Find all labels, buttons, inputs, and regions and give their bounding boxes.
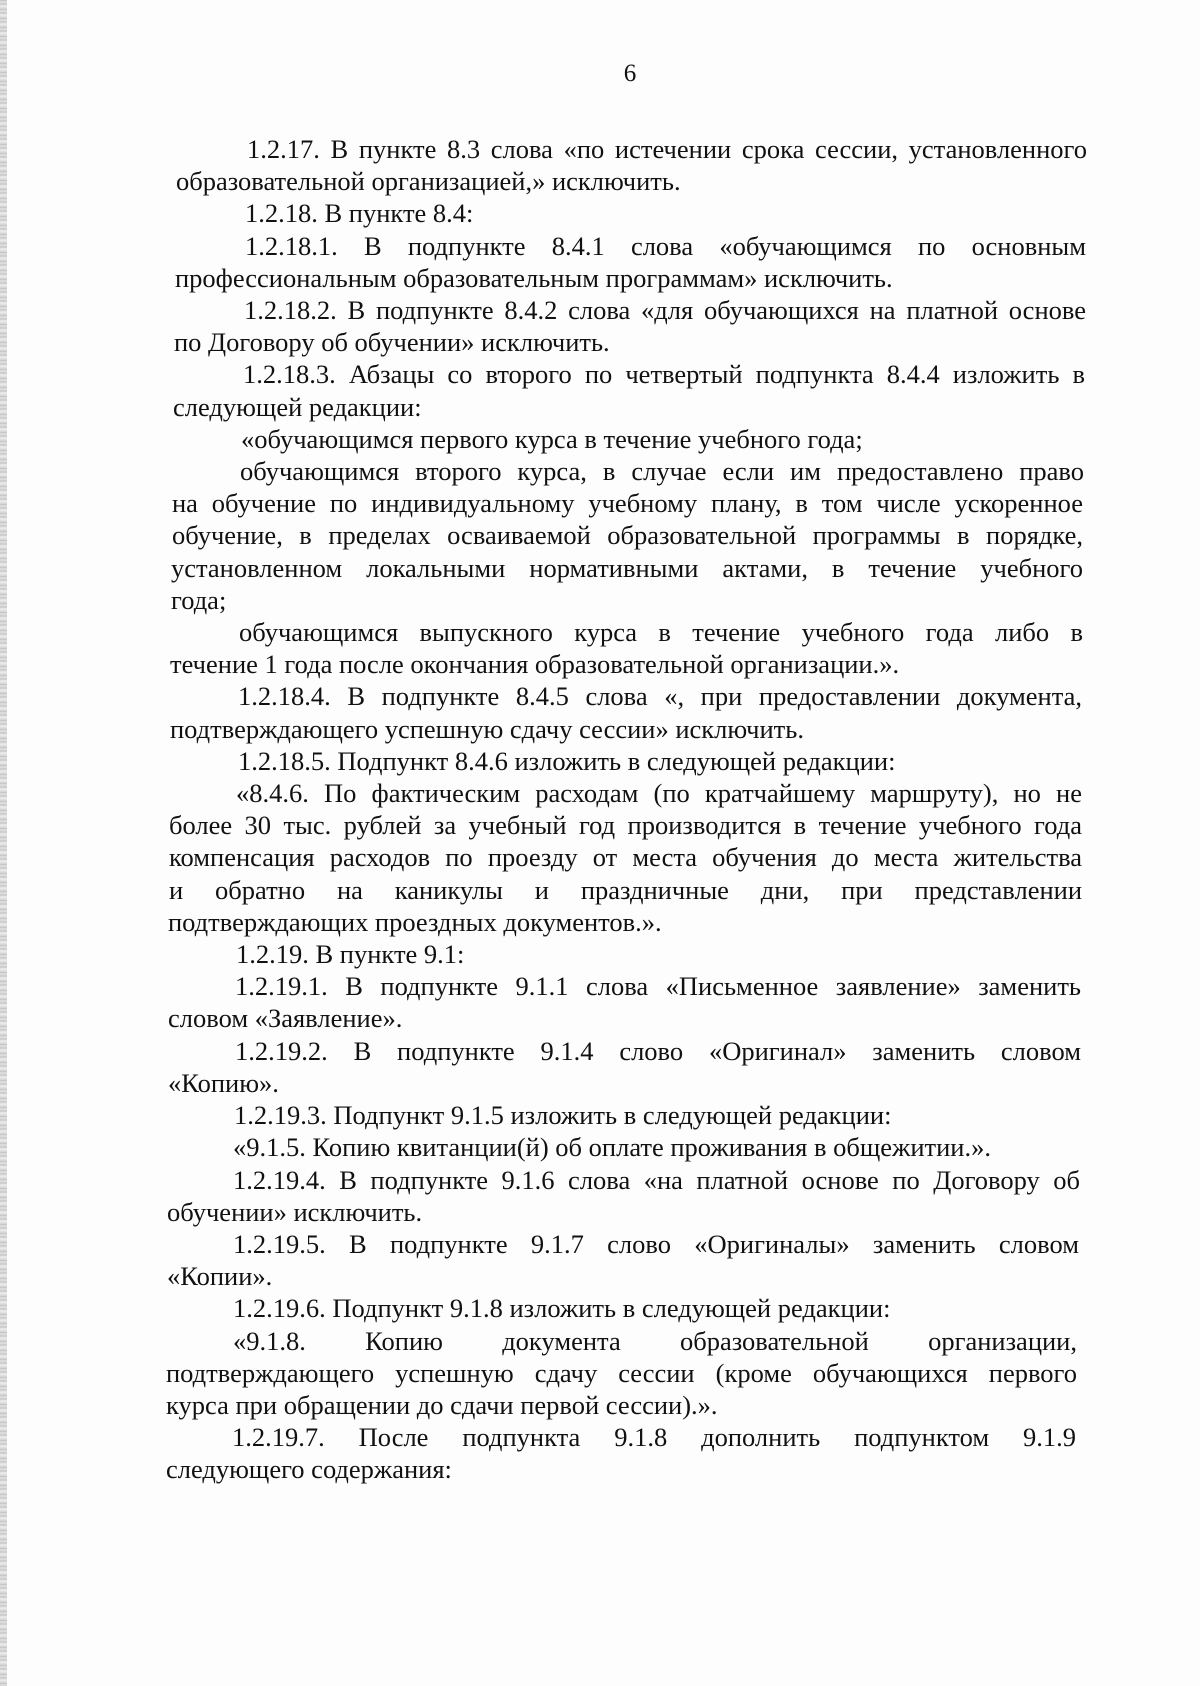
text-line: обучающимся второго курса, в случае если им предоставлено право [240,456,1084,487]
text-line: 1.2.19.1. В подпункте 9.1.1 слова «Письменное заявление» заменить [235,971,1081,1002]
text-line: «Копии». [167,1261,273,1292]
text-line: 1.2.19.2. В подпункте 9.1.4 слово «Оригинал» заменить словом [235,1035,1081,1066]
text-line: года; [171,584,227,615]
text-line: компенсация расходов по проезду от места обучения до места жительства [169,842,1082,873]
text-line: обучении» исключить. [167,1196,423,1227]
text-line: по Договору об обучении» исключить. [174,327,610,358]
page-number: 6 [623,60,637,87]
text-line: «Копию». [168,1067,279,1098]
text-line: подтверждающих проездных документов.». [168,906,662,937]
text-line: словом «Заявление». [168,1003,403,1034]
text-line: «8.4.6. По фактическим расходам (по кратчайшему маршруту), но не [236,778,1082,809]
text-line: курса при обращении до сдачи первой сессии).». [166,1389,718,1420]
text-line: 1.2.19. В пункте 9.1: [236,939,465,970]
text-line: течение 1 года после окончания образовательной организации.». [170,649,900,680]
text-line: на обучение по индивидуальному учебному плану, в том числе ускоренное [172,488,1083,519]
text-line: 1.2.18.4. В подпункте 8.4.5 слова «, при предоставлении документа, [238,681,1082,712]
text-line: следующего содержания: [166,1454,452,1485]
text-line: «9.1.8. Копию документа образовательной организации, [233,1325,1077,1356]
text-line: 1.2.19.5. В подпункте 9.1.7 слово «Оригиналы» заменить словом [233,1228,1079,1259]
text-line: 1.2.19.6. Подпункт 9.1.8 изложить в следующей редакции: [233,1293,891,1324]
text-line: профессиональным образовательным программам» исключить. [175,262,893,293]
text-line: 1.2.18.2. В подпункте 8.4.2 слова «для обучающихся на платной основе [244,295,1086,326]
text-line: и обратно на каникулы и праздничные дни, при представлении [169,874,1082,905]
text-line: подтверждающего успешную сдачу сессии (кроме обучающихся первого [166,1357,1077,1388]
text-line: «обучающимся первого курса в течение учебного года; [241,423,863,454]
text-line: установленном локальными нормативными актами, в течение учебного [171,552,1083,583]
text-line: 1.2.19.7. После подпункта 9.1.8 дополнить подпунктом 9.1.9 [232,1422,1076,1453]
text-line: обучение, в пределах осваиваемой образовательной программы в порядке, [172,520,1083,551]
text-line: 1.2.18. В пункте 8.4: [245,198,474,229]
text-line: 1.2.19.4. В подпункте 9.1.6 слова «на платной основе по Договору об [233,1164,1080,1195]
text-line: 1.2.17. В пункте 8.3 слова «по истечении срока сессии, установленного [247,134,1087,164]
document-body [0,133,1200,1486]
text-line: 1.2.18.3. Абзацы со второго по четвертый подпункта 8.4.4 изложить в [243,359,1085,390]
text-line: обучающимся выпускного курса в течение учебного года либо в [239,617,1083,648]
text-line: следующей редакции: [173,391,422,422]
text-line: 1.2.18.5. Подпункт 8.4.6 изложить в следующей редакции: [238,745,896,776]
text-line: «9.1.5. Копию квитанции(й) об оплате проживания в общежитии.». [233,1132,991,1163]
text-line: 1.2.19.3. Подпункт 9.1.5 изложить в следующей редакции: [234,1100,892,1131]
text-line: подтверждающего успешную сдачу сессии» исключить. [170,713,804,744]
text-line: образовательной организацией,» исключить. [176,166,681,197]
text-line: более 30 тыс. рублей за учебный год производится в течение учебного года [169,810,1082,841]
text-line: 1.2.18.1. В подпункте 8.4.1 слова «обучающимся по основным [245,230,1086,261]
